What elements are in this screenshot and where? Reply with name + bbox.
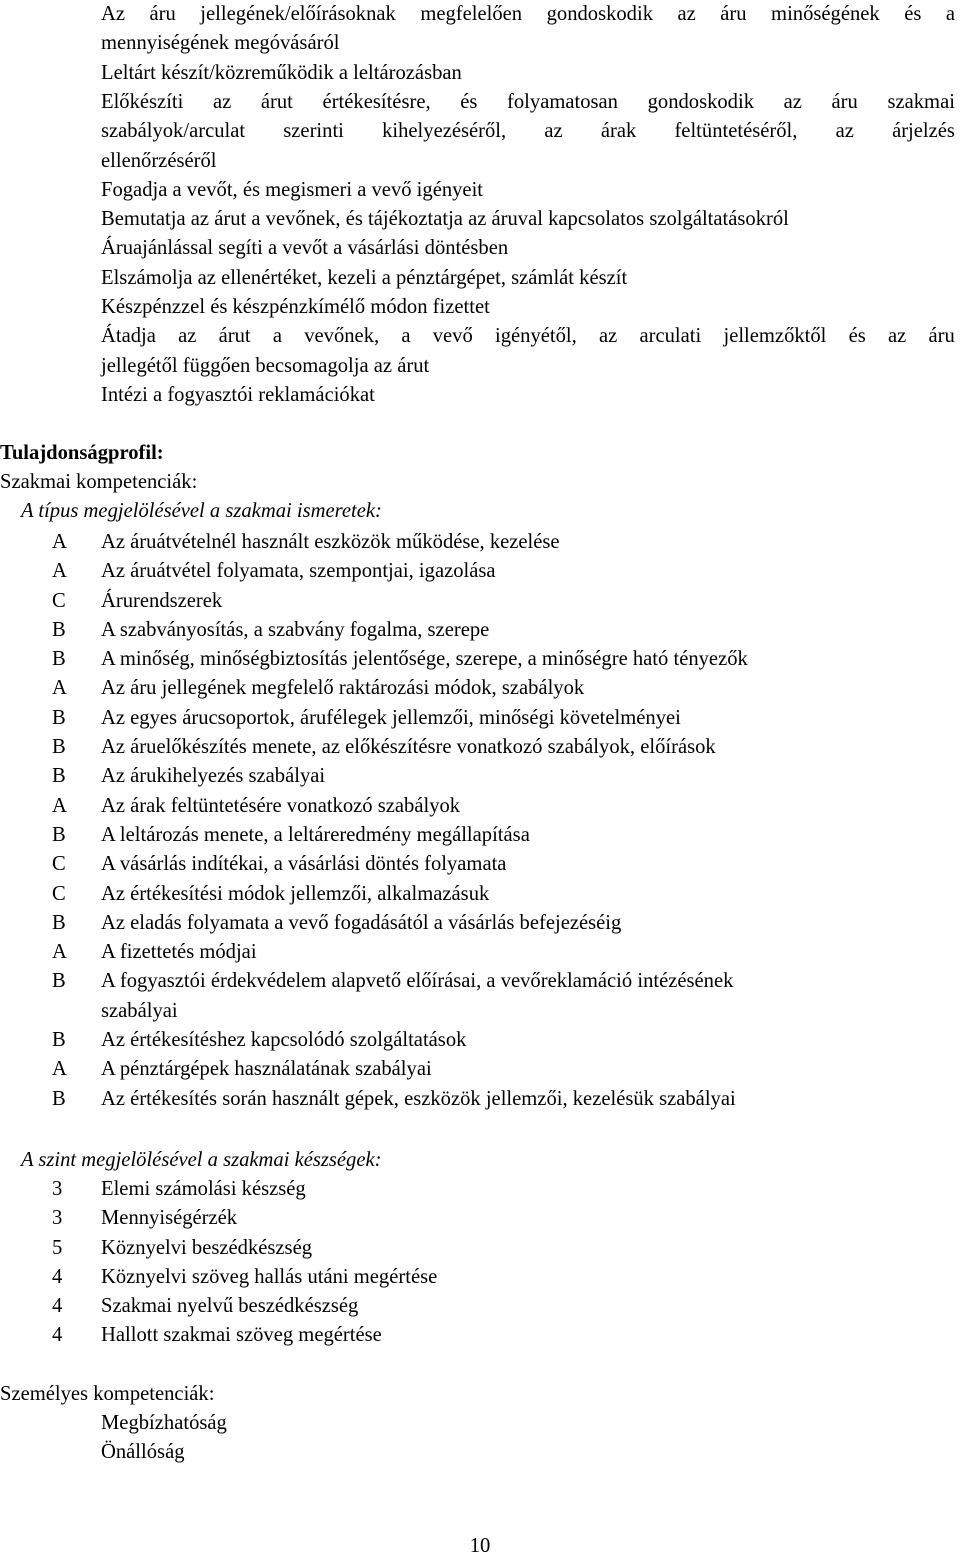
personal-competencies-label: Személyes kompetenciák: <box>0 1383 215 1405</box>
knowledge-item: Az értékesítéshez kapcsolódó szolgáltatások <box>101 1029 467 1051</box>
knowledge-type: C <box>52 883 66 905</box>
knowledge-type: C <box>52 590 66 612</box>
knowledge-item: Az értékesítési módok jellemzői, alkalmazásuk <box>101 883 490 905</box>
knowledge-type: B <box>52 648 66 670</box>
duty-item-line: Intézi a fogyasztói reklamációkat <box>101 384 375 406</box>
skill-level: 3 <box>52 1207 63 1229</box>
knowledge-item: Az áruátvételnél használt eszközök működése, kezelése <box>101 531 560 553</box>
duty-item-line: Átadja az árut a vevőnek, a vevő igényétől, az arculati jellemzőktől és az áru <box>101 325 955 347</box>
duty-item-line: Az áru jellegének/előírásoknak megfelelően gondoskodik az áru minőségének és a <box>101 3 955 25</box>
page-number: 10 <box>469 1535 491 1557</box>
knowledge-item: A fizettetés módjai <box>101 941 257 963</box>
skill-item: Köznyelvi szöveg hallás utáni megértése <box>101 1266 438 1288</box>
skill-level: 4 <box>52 1266 63 1288</box>
knowledge-item: Az árukihelyezés szabályai <box>101 765 326 787</box>
knowledge-item: Az eladás folyamata a vevő fogadásától a vásárlás befejezéséig <box>101 912 622 934</box>
duty-item-line: Leltárt készít/közreműködik a leltározásban <box>101 62 462 84</box>
skill-level: 5 <box>52 1237 63 1259</box>
knowledge-item: Az árak feltüntetésére vonatkozó szabályok <box>101 795 461 817</box>
knowledge-type: B <box>52 736 66 758</box>
knowledge-label: A típus megjelölésével a szakmai ismeretek: <box>21 500 382 522</box>
knowledge-type: B <box>52 824 66 846</box>
skill-level: 4 <box>52 1295 63 1317</box>
knowledge-type: A <box>52 795 67 817</box>
duty-item-line: Fogadja a vevőt, és megismeri a vevő igényeit <box>101 179 484 201</box>
knowledge-type: B <box>52 1029 66 1051</box>
duty-item-line: szabályok/arculat szerinti kihelyezéséről, az árak feltüntetéséről, az árjelzés <box>101 120 955 142</box>
knowledge-type: B <box>52 970 66 992</box>
personal-item: Önállóság <box>101 1441 185 1463</box>
knowledge-type: B <box>52 765 66 787</box>
knowledge-type: B <box>52 1088 66 1110</box>
skill-level: 4 <box>52 1324 63 1346</box>
knowledge-type: C <box>52 853 66 875</box>
duty-item-line: Előkészíti az árut értékesítésre, és folyamatosan gondoskodik az áru szakmai <box>101 91 955 113</box>
knowledge-type: B <box>52 912 66 934</box>
duty-item-line: jellegétől függően becsomagolja az árut <box>101 355 430 377</box>
knowledge-item: Az egyes árucsoportok, árufélegek jellemzői, minőségi követelményei <box>101 707 681 729</box>
knowledge-type: A <box>52 941 67 963</box>
knowledge-type: B <box>52 619 66 641</box>
personal-item: Megbízhatóság <box>101 1412 227 1434</box>
knowledge-item: szabályai <box>101 1000 178 1022</box>
skills-label: A szint megjelölésével a szakmai készségek: <box>21 1149 382 1171</box>
duty-item-line: Elszámolja az ellenértéket, kezeli a pénztárgépet, számlát készít <box>101 267 628 289</box>
knowledge-type: B <box>52 707 66 729</box>
skill-item: Köznyelvi beszédkészség <box>101 1237 313 1259</box>
knowledge-type: A <box>52 531 67 553</box>
knowledge-type: A <box>52 1058 67 1080</box>
duty-item-line: Áruajánlással segíti a vevőt a vásárlási döntésben <box>101 237 509 259</box>
duty-item-line: Készpénzzel és készpénzkímélő módon fizettet <box>101 296 490 318</box>
skill-level: 3 <box>52 1178 63 1200</box>
knowledge-item: Árurendszerek <box>101 590 223 612</box>
knowledge-item: A pénztárgépek használatának szabályai <box>101 1058 432 1080</box>
knowledge-item: A leltározás menete, a leltáreredmény megállapítása <box>101 824 530 846</box>
duty-item-line: ellenőrzéséről <box>101 150 217 172</box>
knowledge-item: Az áruátvétel folyamata, szempontjai, igazolása <box>101 560 496 582</box>
skill-item: Hallott szakmai szöveg megértése <box>101 1324 382 1346</box>
knowledge-item: Az áruelőkészítés menete, az előkészítésre vonatkozó szabályok, előírások <box>101 736 716 758</box>
knowledge-item: Az értékesítés során használt gépek, eszközök jellemzői, kezelésük szabályai <box>101 1088 736 1110</box>
duty-item-line: Bemutatja az árut a vevőnek, és tájékoztatja az áruval kapcsolatos szolgáltatásokról <box>101 208 789 230</box>
skill-item: Elemi számolási készség <box>101 1178 306 1200</box>
knowledge-item: A szabványosítás, a szabvány fogalma, szerepe <box>101 619 490 641</box>
knowledge-type: A <box>52 677 67 699</box>
skill-item: Mennyiségérzék <box>101 1207 238 1229</box>
profile-heading: Tulajdonságprofil: <box>0 442 164 464</box>
knowledge-item: A vásárlás indítékai, a vásárlási döntés folyamata <box>101 853 507 875</box>
skill-item: Szakmai nyelvű beszédkészség <box>101 1295 359 1317</box>
knowledge-item: A minőség, minőségbiztosítás jelentősége, szerepe, a minőségre ható tényezők <box>101 648 748 670</box>
duty-item-line: mennyiségének megóvásáról <box>101 32 340 54</box>
knowledge-item: Az áru jellegének megfelelő raktározási módok, szabályok <box>101 677 585 699</box>
knowledge-type: A <box>52 560 67 582</box>
professional-competencies-label: Szakmai kompetenciák: <box>0 471 198 493</box>
knowledge-item: A fogyasztói érdekvédelem alapvető előírásai, a vevőreklamáció intézésének <box>101 970 734 992</box>
